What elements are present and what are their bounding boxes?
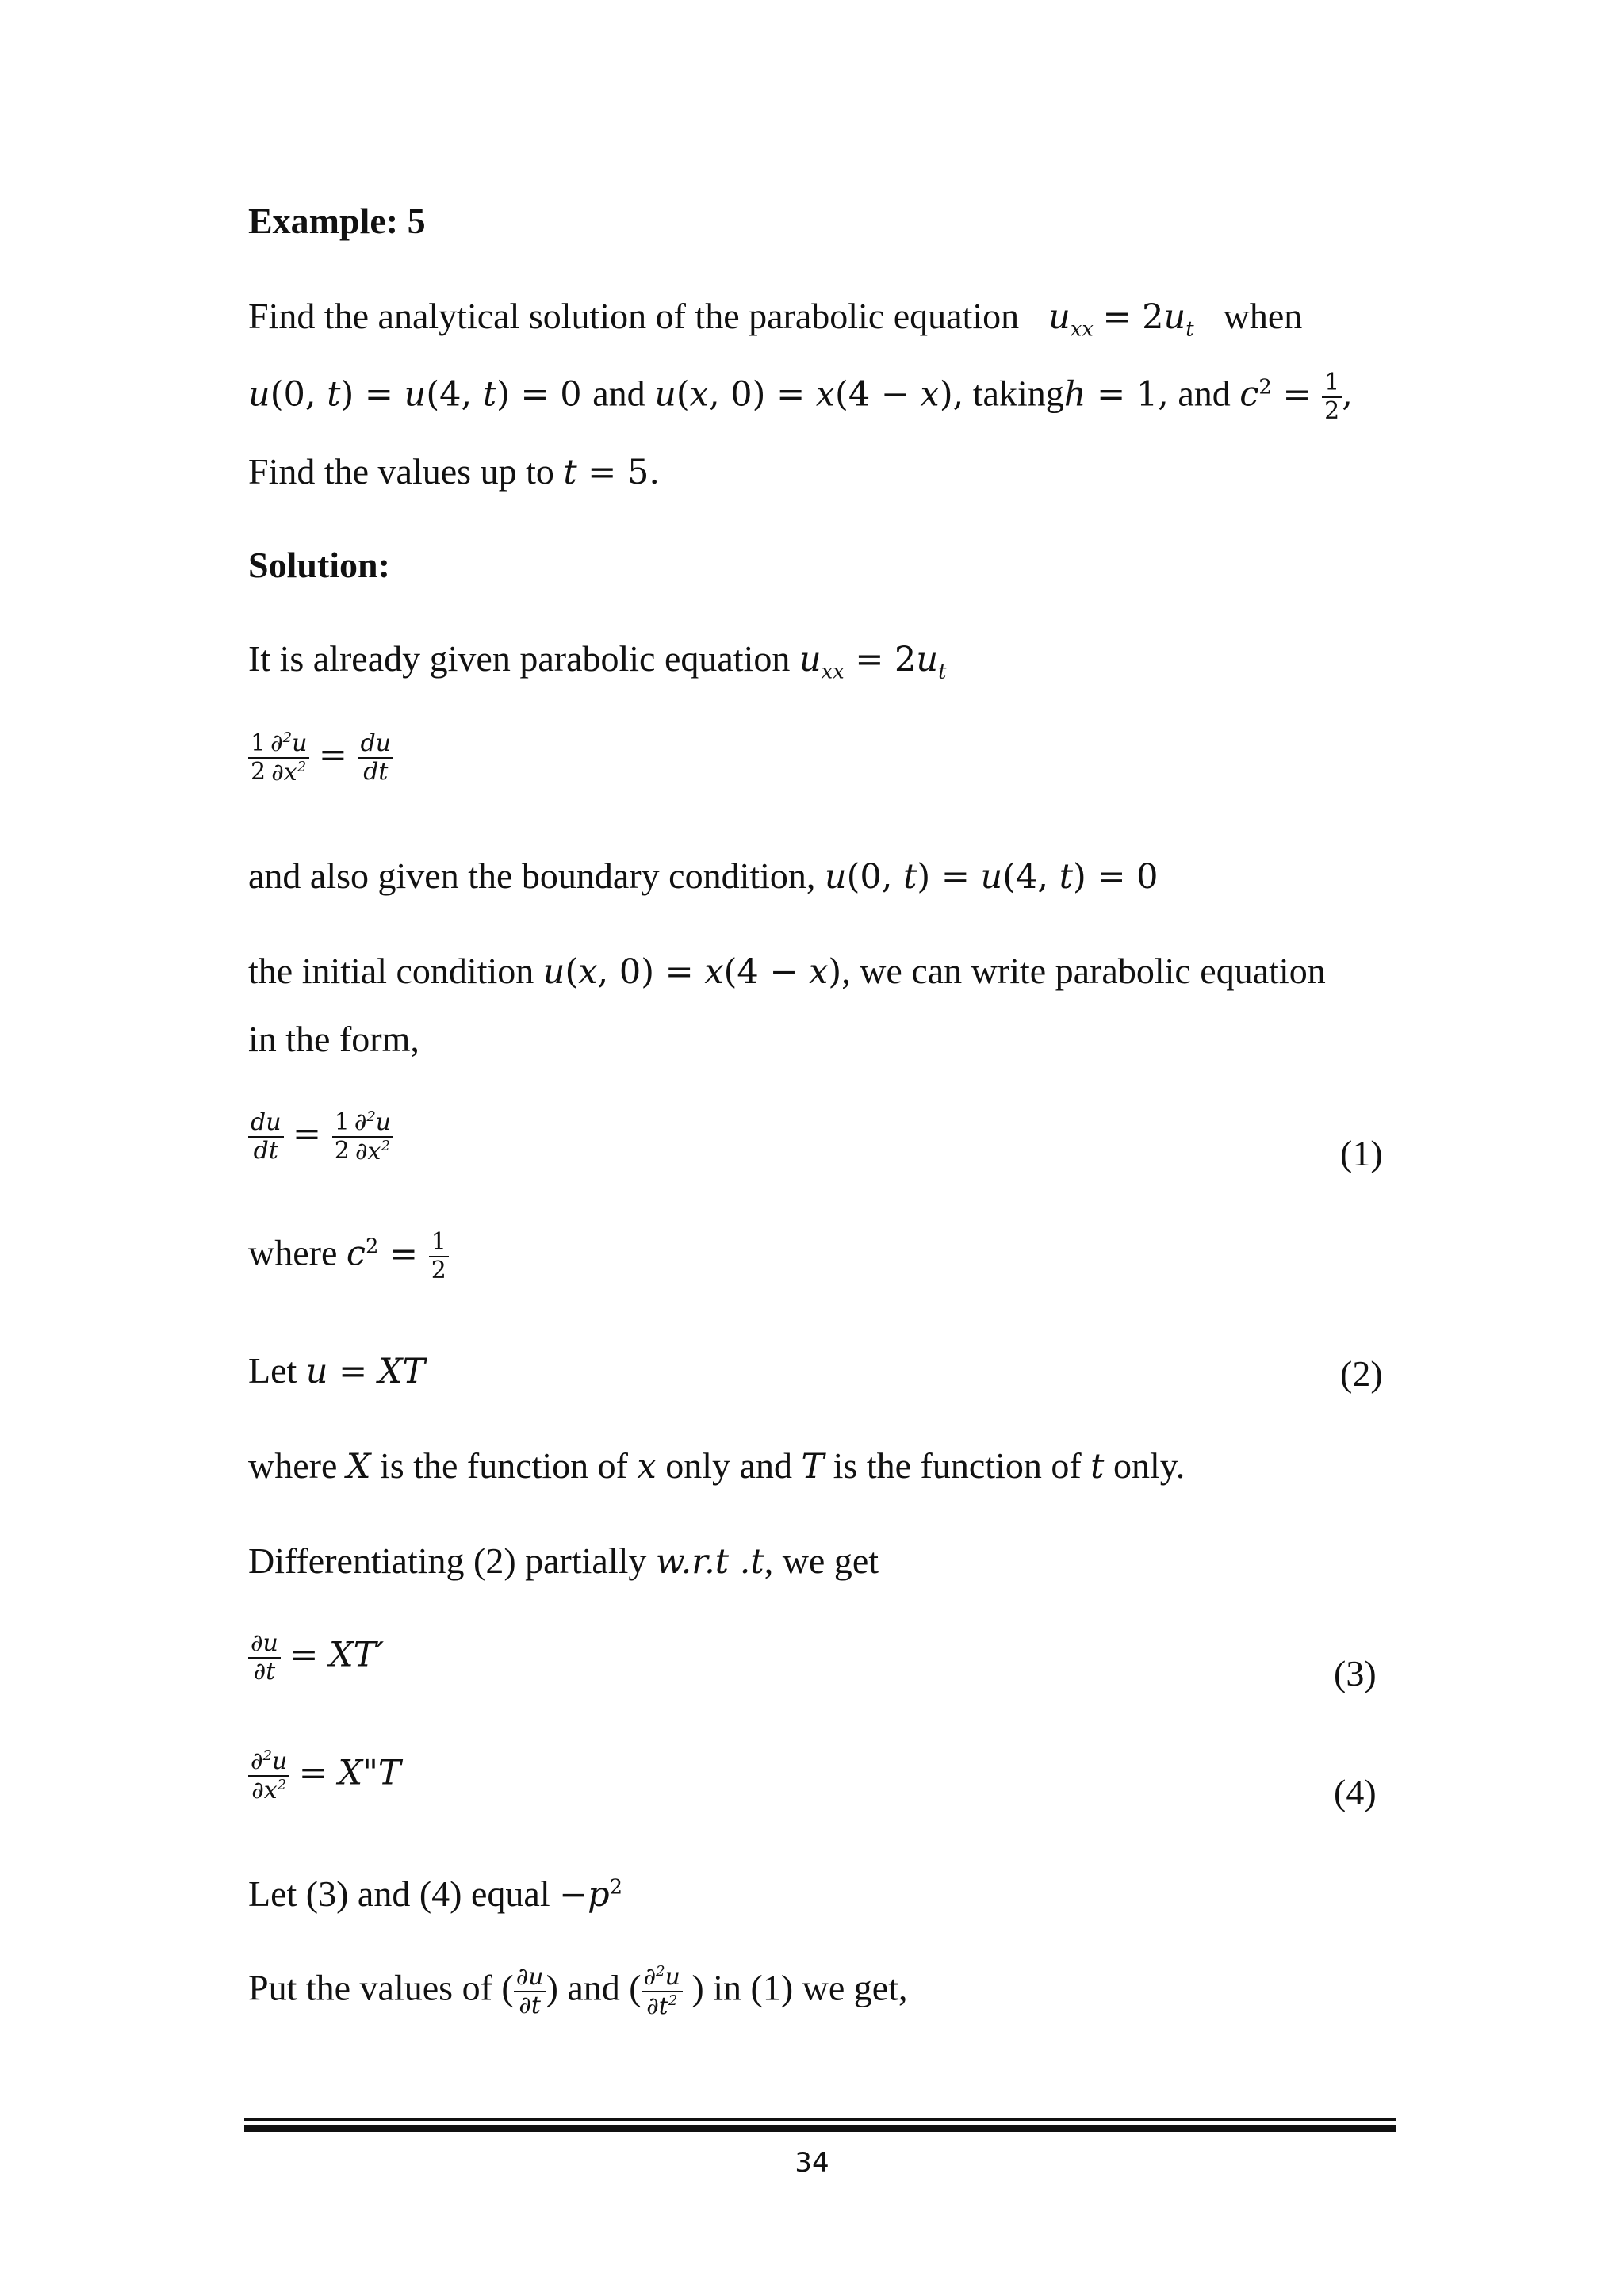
let-line: Let u = XT: [248, 1350, 426, 1391]
let-equal-line: Let (3) and (4) equal $-p^2$: [248, 1873, 623, 1915]
given-text: It is already given parabolic equation: [248, 638, 791, 679]
equation-number-2: (2): [1340, 1353, 1383, 1394]
put-rest-text: ) in (1) we get,: [682, 1967, 908, 2008]
equation-heat-form: $\frac{1}{2}$ $\frac{\partial^2u}{\partial x^2}$ = $\frac{du}{dt}$: [248, 731, 393, 785]
we-get-text: , we get: [764, 1540, 879, 1581]
equation-4: $\frac{\partial^2u}{\partial x^2}$ = X"T: [248, 1749, 401, 1803]
initial-rest: , we can write parabolic equation: [841, 951, 1326, 991]
solution-heading: Solution:: [248, 545, 390, 585]
initial-line: the initial condition u(x, 0) = x(4 − x), we can write parabolic equation: [248, 951, 1326, 992]
boundary-text: and also given the boundary condition,: [248, 855, 816, 896]
only-and-text: only and: [665, 1445, 792, 1486]
math-equals: = 2: [1102, 297, 1164, 337]
problem-line-2: u(0, t) = u(4, t) = 0 and u(x, 0) = x(4 − x), takingh = 1, and $c^2$ = $\frac{1}{2}$ ,: [248, 369, 1353, 425]
example-heading: Example: 5: [248, 201, 426, 241]
problem-line-1: [248, 298, 1390, 340]
let-word: Let: [248, 1350, 297, 1391]
problem-text-3: Find the values up to: [248, 451, 554, 492]
equation-number-1: (1): [1340, 1133, 1383, 1173]
put-values-line: Put the values of ( $\frac{\partial u}{\partial t}$ ) and ( $\frac{\partial^2u}{\partial t^2}$ ) in (1) we get,: [248, 1963, 908, 2020]
and-word-1: and: [592, 373, 645, 414]
math-initial: u: [654, 374, 676, 415]
taking-word: taking: [972, 373, 1064, 414]
differentiating-line: Differentiating (2) partially w.r.t .t, we get: [248, 1540, 879, 1582]
math-boundary: u: [248, 374, 270, 415]
function-text-1: is the function of: [380, 1445, 628, 1486]
equation-number-4: (4): [1334, 1772, 1377, 1812]
fraction-one-half: $\frac{1}{2}$: [1322, 371, 1342, 423]
footer-rule-thin: [244, 2118, 1396, 2121]
where-word-2: where: [248, 1445, 338, 1486]
boundary-line: and also given the boundary condition, u(0, t) = u(4, t) = 0: [248, 855, 1159, 897]
page-number: 34: [795, 2147, 829, 2179]
where-word: where: [248, 1232, 338, 1273]
when-word: when: [1223, 296, 1303, 336]
given-line: It is already given parabolic equation $u_{xx} = 2u_t$: [248, 638, 947, 684]
equation-number-3: (3): [1334, 1653, 1377, 1693]
put-values-text: Put the values of (: [248, 1967, 514, 2008]
math-uxx: $u_{xx}$: [1048, 297, 1094, 342]
function-text-2: is the function of: [833, 1445, 1082, 1486]
problem-line-3: Find the values up to t = 5.: [248, 451, 661, 492]
where-x-line: where X is the function of x only and T is the function of t only.: [248, 1445, 1185, 1487]
problem-text: Find the analytical solution of the parabolic equation: [248, 296, 1020, 336]
math-ut: $u_t$: [1163, 297, 1194, 342]
only-text: only.: [1113, 1445, 1185, 1486]
put-and-text: ) and (: [546, 1967, 642, 2008]
initial-text: the initial condition: [248, 951, 534, 991]
equation-3: $\frac{\partial u}{\partial t}$ = XT′: [248, 1632, 384, 1684]
let-equal-text: Let (3) and (4) equal: [248, 1873, 550, 1914]
form-line: in the form,: [248, 1019, 419, 1059]
equation-1: $\frac{du}{dt}$ = $\frac{1}{2}$ $\frac{\partial^2u}{\partial x^2}$: [248, 1110, 393, 1164]
and-word-2: and: [1178, 373, 1231, 414]
where-c-line: where $c^2$ = $\frac{1}{2}$: [248, 1230, 449, 1283]
footer-rule-thick: [244, 2125, 1396, 2132]
differentiating-text: Differentiating (2) partially: [248, 1540, 647, 1581]
